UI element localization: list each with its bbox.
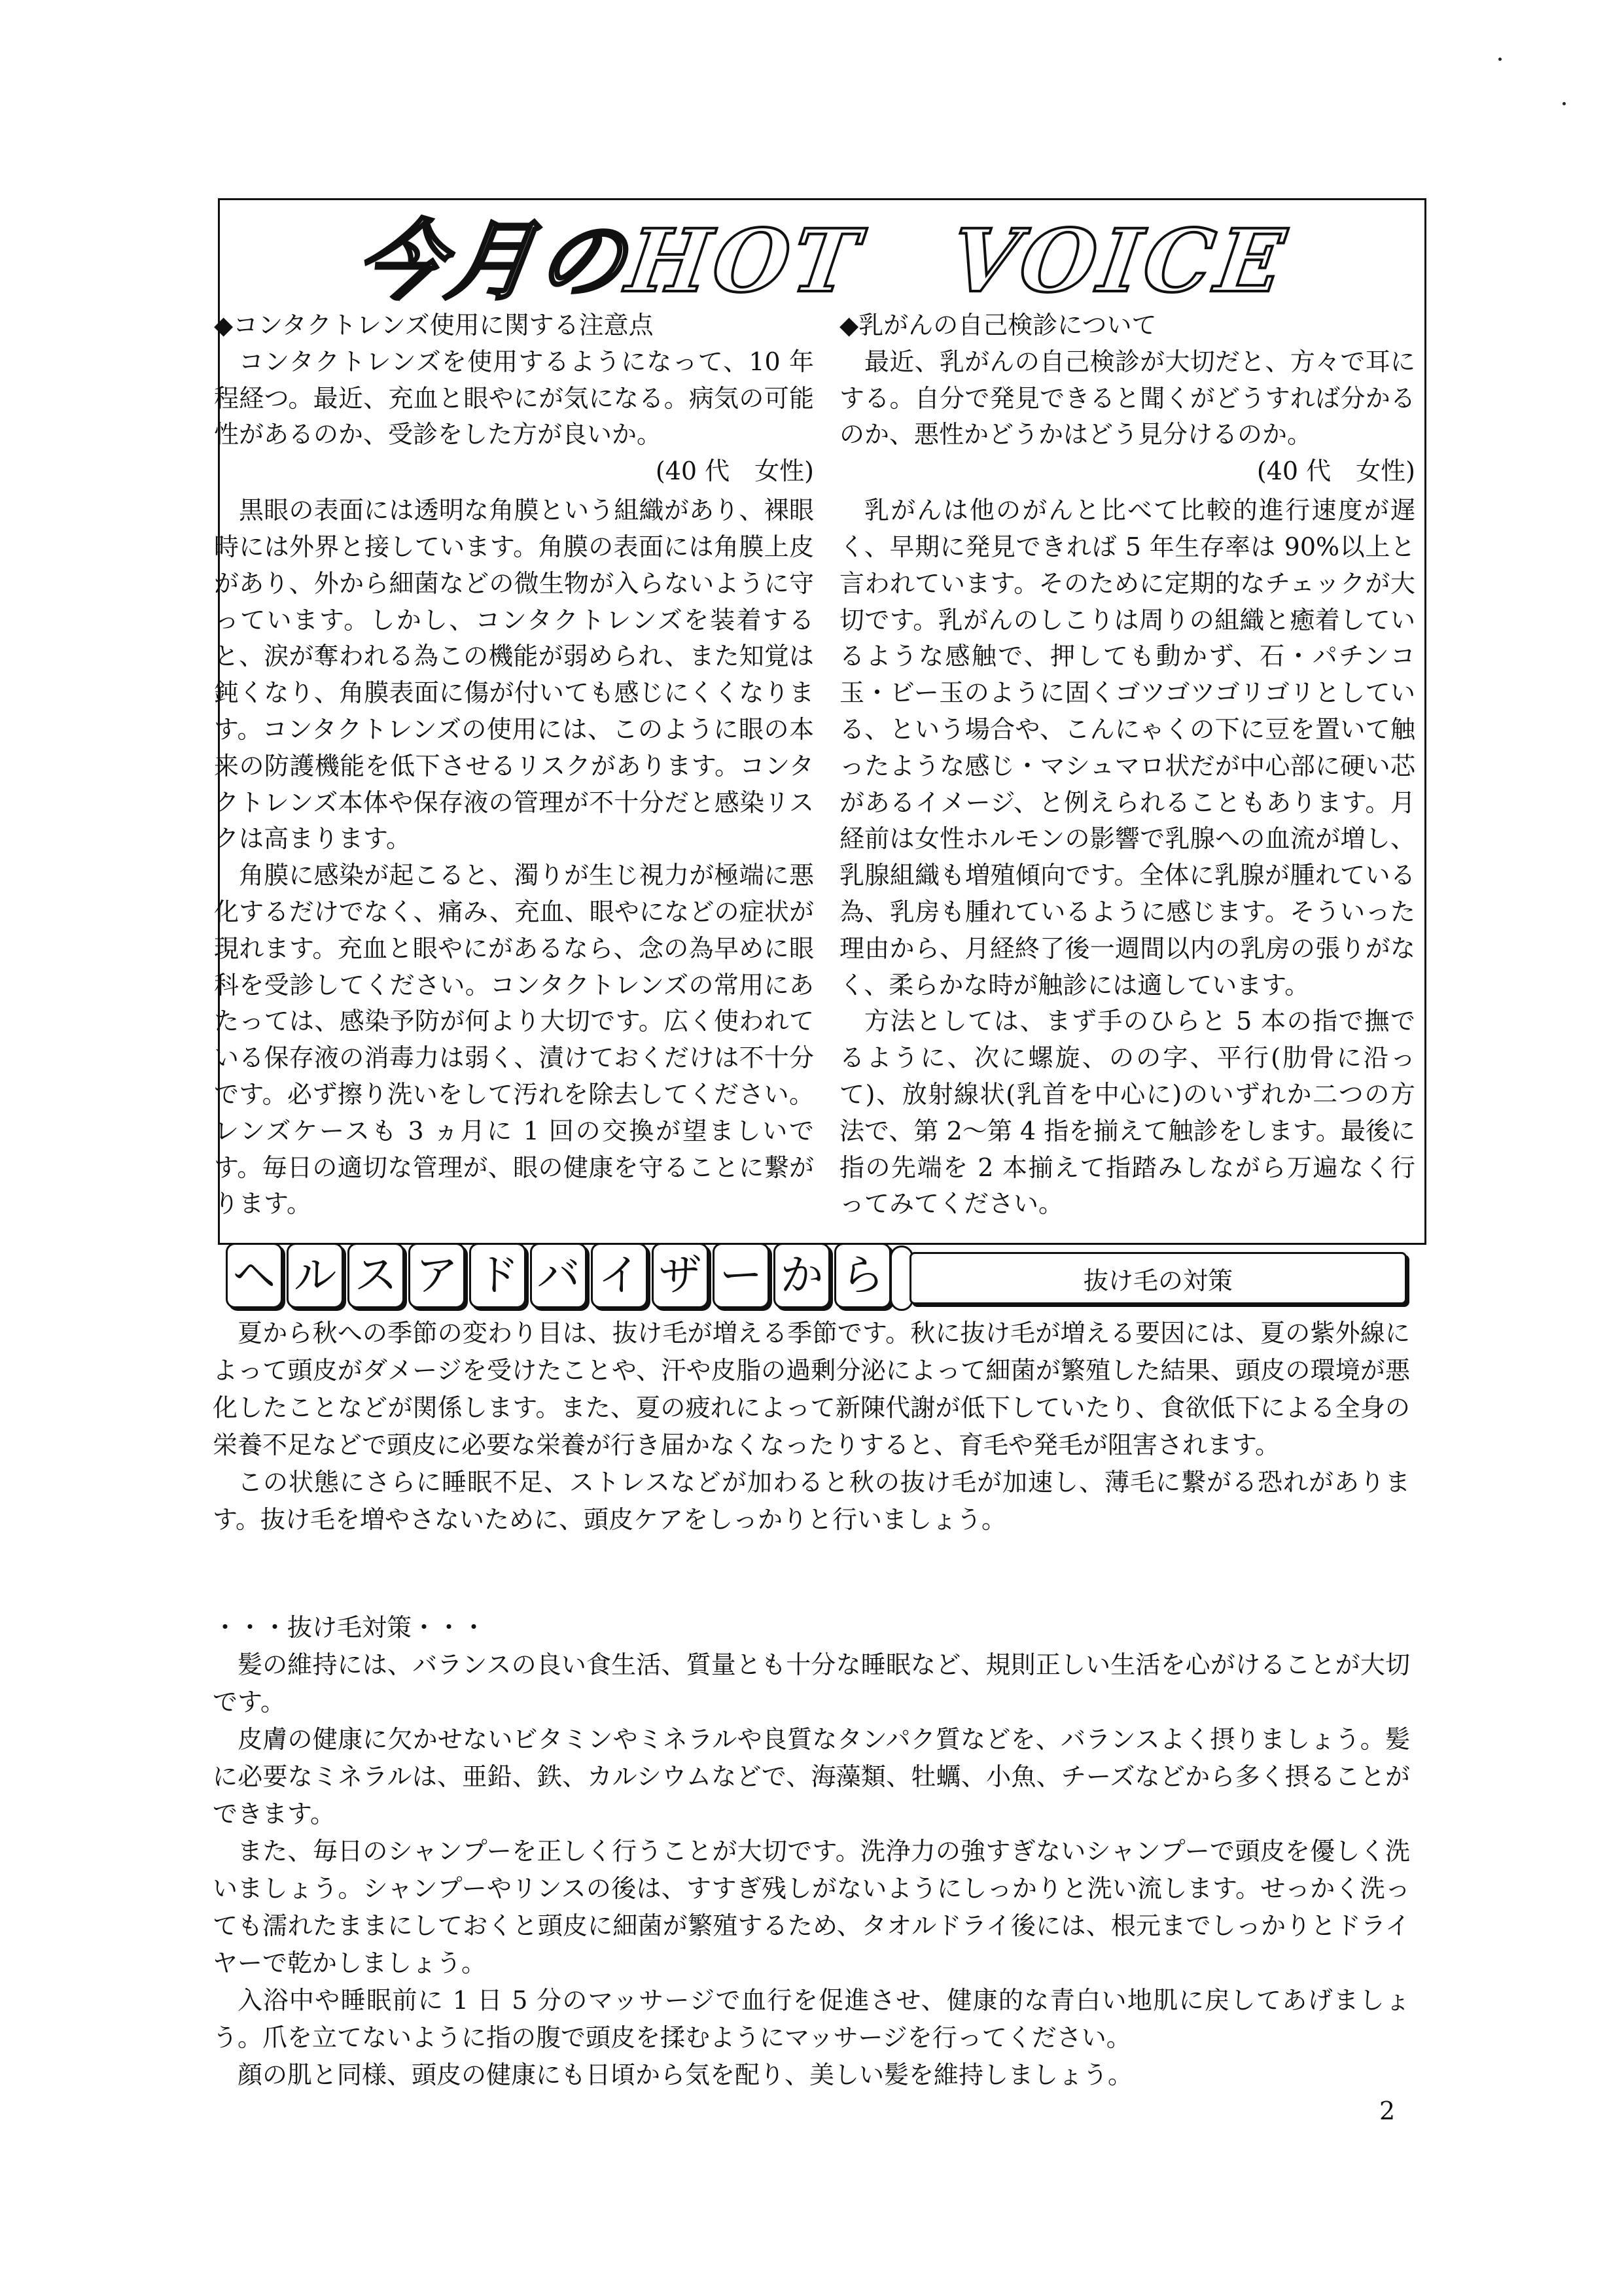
heading-tile: ス [347, 1243, 404, 1308]
tips-sub-heading: ・・・抜け毛対策・・・ [213, 1613, 487, 1642]
tip-paragraph: また、毎日のシャンプーを正しく行うことが大切です。洗浄力の強すぎないシャンプーで頭皮を優しく洗いましょう。シャンプーやリンスの後は、すすぎ残しがないようにしっかりと洗い流します。せっかく洗っても濡れたままにしておくと頭皮に細菌が繁殖するため、タオルドライ後には、根元までしっかりとドライヤーで乾かしましょう。 [213, 1837, 1410, 1977]
tip-paragraph: 皮膚の健康に欠かせないビタミンやミネラルや良質なタンパク質などを、バランスよく摂りましょう。髪に必要なミネラルは、亜鉛、鉄、カルシウムなどで、海藻類、牡蠣、小魚、チーズなどから多く摂ることができます。 [213, 1725, 1410, 1828]
right-asker: (40 代 女性) [1256, 457, 1415, 486]
hot-voice-left-column [214, 307, 814, 1223]
right-answer-paragraph: 乳がんは他のがんと比べて比較的進行速度が遅く、早期に発見できれば 5 年生存率は 90%以上と言われています。そのために定期的なチェックが大切です。乳がんのしこりは周りの組織と癒着しているような感触で、押しても動かず、石・パチンコ玉・ビー玉のように固くゴツゴツゴリゴリとしている、という場合や、こんにゃくの下に豆を置いて触ったような感じ・マシュマロ状だが中心部に硬い芯があるイメージ、と例えられることもあります。月経前は女性ホルモンの影響で乳腺への血流が増し、乳腺組織も増殖傾向です。全体に乳腺が腫れている為、乳房も腫れているように感じます。そういった理由から、月経終了後一週間以内の乳房の張りがなく、柔らかな時が触診には適しています。 [839, 496, 1415, 1000]
heading-tile: バ [530, 1243, 587, 1308]
right-question [839, 344, 1415, 486]
advisor-tips [213, 1609, 1410, 2094]
right-answer [839, 493, 1415, 1223]
left-question [214, 344, 814, 486]
tip-paragraph: 入浴中や睡眠前に 1 日 5 分のマッサージで血行を促進させ、健康的な青白い地肌に戻してあげましょう。爪を立てないように指の腹で頭皮を揉むようにマッサージを行ってください。 [213, 1986, 1410, 2052]
intro-paragraph: 夏から秋への季節の変わり目は、抜け毛が増える季節です。秋に抜け毛が増える要因には、夏の紫外線によって頭皮がダメージを受けたことや、汗や皮脂の過剰分泌によって細菌が繁殖した結果、頭皮の環境が悪化したことなどが関係します。また、夏の疲れによって新陳代謝が低下していたり、食欲低下による全身の栄養不足などで頭皮に必要な栄養が行き届かなくなったりすると、育毛や発毛が阻害されます。 [213, 1319, 1410, 1459]
heading-tile: イ [591, 1243, 648, 1308]
hot-voice-title: 今月のHOT VOICE [350, 211, 1294, 312]
heading-tile: ヘ [226, 1243, 283, 1308]
heading-tile: ド [469, 1243, 526, 1308]
heading-tile: ア [408, 1243, 465, 1308]
scan-speck [1498, 58, 1502, 61]
left-question-heading: ◆コンタクトレンズ使用に関する注意点 [214, 311, 654, 339]
hot-voice-right-column [839, 307, 1415, 1223]
heading-tile: ら [834, 1243, 891, 1308]
left-asker: (40 代 女性) [655, 457, 814, 486]
right-answer-paragraph: 方法としては、まず手のひらと 5 本の指で撫でるように、次に螺旋、のの字、平行(肋骨に沿って)、放射線状(乳首を中心に)のいずれか二つの方法で、第 2～第 4 指を揃えて触診をします。最後に指の先端を 2 本揃えて指踏みしながら万遍なく行ってみてください。 [839, 1007, 1415, 1219]
scan-speck [1562, 102, 1566, 105]
left-answer [214, 493, 814, 1223]
right-question-text: 最近、乳がんの自己検診が大切だと、方々で耳にする。自分で発見できると聞くがどうすれば分かるのか、悪性かどうかはどう見分けるのか。 [839, 347, 1415, 449]
heading-tile: ル [287, 1243, 344, 1308]
left-question-text: コンタクトレンズを使用するようになって、10 年程経つ。最近、充血と眼やにが気になる。病気の可能性があるのか、受診をした方が良いか。 [214, 347, 814, 449]
right-question-heading: ◆乳がんの自己検診について [839, 311, 1157, 339]
health-advisor-heading [226, 1243, 891, 1311]
tip-paragraph: 髪の維持には、バランスの良い食生活、質量とも十分な睡眠など、規則正しい生活を心がけることが大切です。 [213, 1650, 1410, 1716]
left-answer-paragraph: 黒眼の表面には透明な角膜という組織があり、裸眼時には外界と接しています。角膜の表面には角膜上皮があり、外から細菌などの微生物が入らないように守っています。しかし、コンタクトレンズを装着すると、涙が奪われる為この機能が弱められ、また知覚は鈍くなり、角膜表面に傷が付いても感じにくくなります。コンタクトレンズの使用には、このように眼の本来の防護機能を低下させるリスクがあります。コンタクトレンズ本体や保存液の管理が不十分だと感染リスクは高まります。 [214, 496, 814, 854]
page-number: 2 [1379, 2096, 1396, 2125]
heading-tile: ー [713, 1243, 769, 1308]
advisor-intro [213, 1315, 1410, 1539]
topic-banner-label: 抜け毛の対策 [909, 1252, 1407, 1304]
heading-tile: か [773, 1243, 830, 1308]
tip-paragraph: 顔の肌と同様、頭皮の健康にも日頃から気を配り、美しい髪を維持しましょう。 [238, 2061, 1133, 2089]
topic-banner [890, 1252, 1410, 1308]
intro-paragraph: この状態にさらに睡眠不足、ストレスなどが加わると秋の抜け毛が加速し、薄毛に繋がる恐れがあります。抜け毛を増やさないために、頭皮ケアをしっかりと行いましょう。 [213, 1468, 1410, 1534]
heading-tile: ザ [652, 1243, 709, 1308]
left-answer-paragraph: 角膜に感染が起こると、濁りが生じ視力が極端に悪化するだけでなく、痛み、充血、眼やになどの症状が現れます。充血と眼やにがあるなら、念の為早めに眼科を受診してください。コンタクトレンズの常用にあたっては、感染予防が何より大切です。広く使われている保存液の消毒力は弱く、漬けておくだけは不十分です。必ず擦り洗いをして汚れを除去してください。レンズケースも 3 ヵ月に 1 回の交換が望ましいです。毎日の適切な管理が、眼の健康を守ることに繋がります。 [214, 861, 814, 1219]
